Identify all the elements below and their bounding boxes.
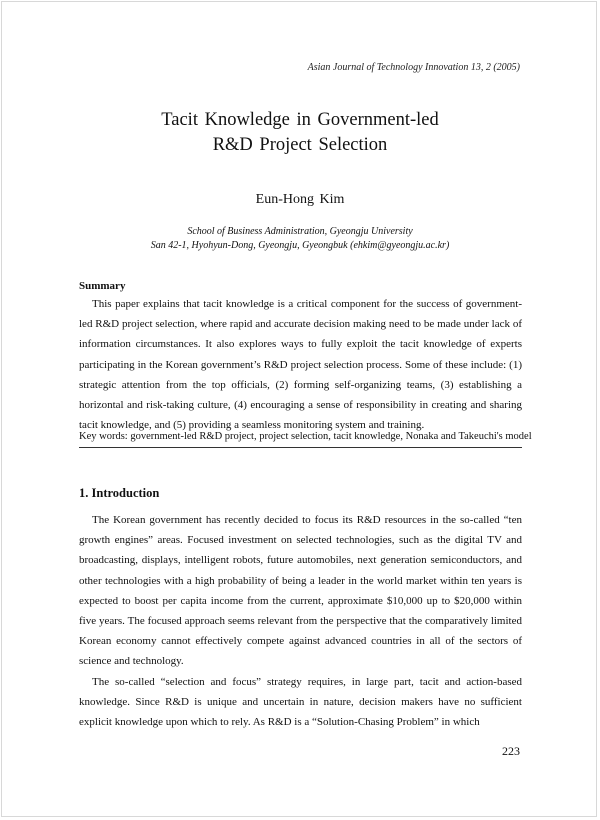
journal-reference: Asian Journal of Technology Innovation 13, 2 (2005) (307, 62, 520, 73)
affiliation-line-1: School of Business Administration, Gyeongju University (187, 226, 413, 237)
summary-body (79, 294, 522, 435)
page-number: 223 (502, 744, 520, 758)
paper-title-line-2: R&D Project Selection (212, 135, 388, 155)
introduction-body (79, 510, 522, 732)
summary-heading: Summary (79, 280, 126, 292)
keywords-divider (79, 447, 522, 448)
introduction-paragraph-2: The so-called “selection and focus” strategy requires, in large part, tacit and action-based knowledge. Since R&D is unique and uncertain in nature, decision makers have no sufficient explicit knowledge upon which to rely. As R&D is a “Solution-Chasing Problem” in which (79, 675, 522, 729)
keywords: Key words: government-led R&D project, project selection, tacit knowledge, Nonaka and Takeuchi's model (79, 431, 532, 442)
summary-paragraph: This paper explains that tacit knowledge is a critical component for the success of government-led R&D project selection, where rapid and accurate decision making need to be made under lack of information circumstances. It also explores ways to fully exploit the tacit knowledge of experts participating in the Korean government’s R&D project selection process. Some of these include: (1) strategic attention from the top officials, (2) forming self-organizing teams, (3) establishing a horizontal and risk-taking culture, (4) encouraging a sense of responsibility in creating and sharing tacit knowledge, and (5) providing a seamless monitoring system and training. (79, 298, 522, 432)
paper-title (0, 108, 600, 158)
author-name: Eun-Hong Kim (255, 192, 345, 207)
affiliation-line-2: San 42-1, Hyohyun-Dong, Gyeongju, Gyeongbuk (ehkim@gyeongju.ac.kr) (150, 239, 450, 251)
author-affiliation (0, 225, 600, 252)
introduction-paragraph-1: The Korean government has recently decided to focus its R&D resources in the so-called “ten growth engines” areas. Focused investment on selected technologies, such as the digital TV and broadcasting, displays, intelligent robots, future automobiles, next generation semiconductors, and other technologies with a high probability of being a leader in the world market within ten years is expected to boost per capita income from the current, approximate $10,000 up to $20,000 within five years. The focused approach seems relevant from the perspective that the comparatively limited Korean economy cannot effectively compete against advanced countries in all of the sectors of science and technology. (79, 514, 522, 668)
paper-title-line-1: Tacit Knowledge in Government-led (161, 110, 439, 130)
introduction-heading: 1. Introduction (79, 486, 160, 500)
